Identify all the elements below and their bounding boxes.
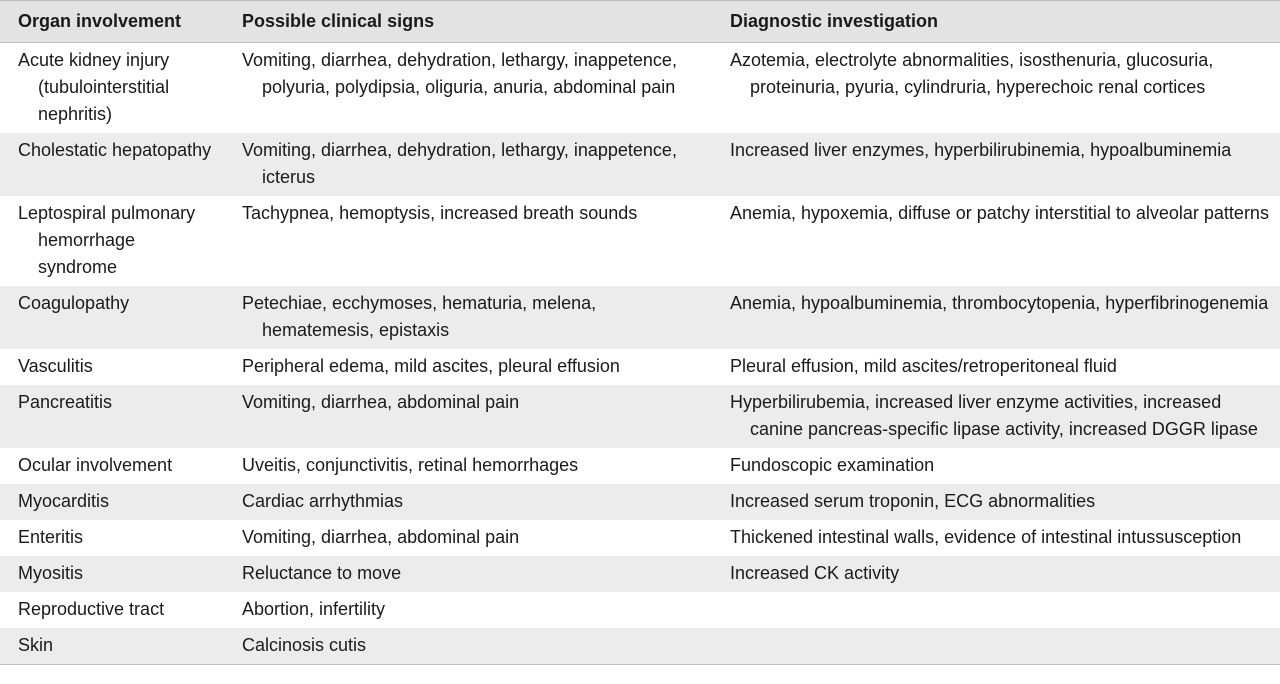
table-row: [0, 448, 1280, 484]
organ-cell: Myositis: [0, 556, 224, 592]
signs-cell: Peripheral edema, mild ascites, pleural effusion: [242, 356, 620, 376]
table-row: [0, 592, 1280, 628]
diagnostic-cell: Increased liver enzymes, hyperbilirubinemia, hypoalbuminemia: [712, 133, 1280, 196]
table-row: [0, 556, 1280, 592]
table-row: [0, 385, 1280, 448]
diagnostic-cell: Azotemia, electrolyte abnormalities, isosthenuria, glucosuria, proteinuria, pyuria, cylindruria, hyperechoic renal cortices: [730, 50, 1214, 97]
table-row: [0, 196, 1280, 286]
organ-cell: Leptospiral pulmonary hemorrhage syndrome: [18, 203, 196, 277]
table-row: [0, 43, 1280, 134]
diagnostic-cell: Hyperbilirubemia, increased liver enzyme activities, increased canine pancreas-specific lipase activity, increased DGGR lipase: [712, 385, 1280, 448]
signs-cell: Uveitis, conjunctivitis, retinal hemorrhages: [242, 455, 579, 475]
diagnostic-cell: Fundoscopic examination: [730, 455, 935, 475]
signs-cell: Vomiting, diarrhea, abdominal pain: [242, 527, 520, 547]
diagnostic-cell: [712, 628, 1280, 665]
signs-cell: Abortion, infertility: [242, 599, 386, 619]
signs-cell: Petechiae, ecchymoses, hematuria, melena, hematemesis, epistaxis: [224, 286, 712, 349]
header-row: [0, 1, 1280, 43]
diagnostic-cell: Increased CK activity: [712, 556, 1280, 592]
organ-cell: Skin: [0, 628, 224, 665]
organ-cell: Vasculitis: [18, 356, 93, 376]
signs-cell: Reluctance to move: [224, 556, 712, 592]
table-row: [0, 628, 1280, 665]
table-row: [0, 349, 1280, 385]
table-row: [0, 484, 1280, 520]
table-row: [0, 520, 1280, 556]
diagnostic-cell: Anemia, hypoalbuminemia, thrombocytopenia, hyperfibrinogenemia: [712, 286, 1280, 349]
signs-cell: Vomiting, diarrhea, dehydration, lethargy, inappetence, icterus: [224, 133, 712, 196]
diagnostic-cell: [712, 592, 1280, 628]
organ-cell: Ocular involvement: [18, 455, 173, 475]
diagnostic-cell: Increased serum troponin, ECG abnormalities: [712, 484, 1280, 520]
organ-cell: Myocarditis: [0, 484, 224, 520]
organ-cell: Enteritis: [18, 527, 84, 547]
organ-cell: Cholestatic hepatopathy: [0, 133, 224, 196]
diagnostic-cell: Anemia, hypoxemia, diffuse or patchy interstitial to alveolar patterns: [730, 203, 1269, 223]
diagnostic-cell: Thickened intestinal walls, evidence of intestinal intussusception: [730, 527, 1242, 547]
organ-cell: Coagulopathy: [0, 286, 224, 349]
organ-cell: Acute kidney injury (tubulointerstitial nephritis): [18, 50, 170, 124]
table-row: [0, 133, 1280, 196]
diagnostic-cell: Pleural effusion, mild ascites/retroperitoneal fluid: [730, 356, 1117, 376]
header-organ: Organ involvement: [0, 1, 224, 43]
signs-cell: Vomiting, diarrhea, dehydration, lethargy, inappetence, polyuria, polydipsia, oliguria, anuria, abdominal pain: [242, 50, 677, 97]
organ-cell: Pancreatitis: [0, 385, 224, 448]
header-signs: Possible clinical signs: [224, 1, 712, 43]
signs-cell: Tachypnea, hemoptysis, increased breath sounds: [242, 203, 638, 223]
table-row: [0, 286, 1280, 349]
header-diagnostic: Diagnostic investigation: [712, 1, 1280, 43]
signs-cell: Calcinosis cutis: [224, 628, 712, 665]
signs-cell: Cardiac arrhythmias: [224, 484, 712, 520]
organ-cell: Reproductive tract: [18, 599, 165, 619]
signs-cell: Vomiting, diarrhea, abdominal pain: [224, 385, 712, 448]
